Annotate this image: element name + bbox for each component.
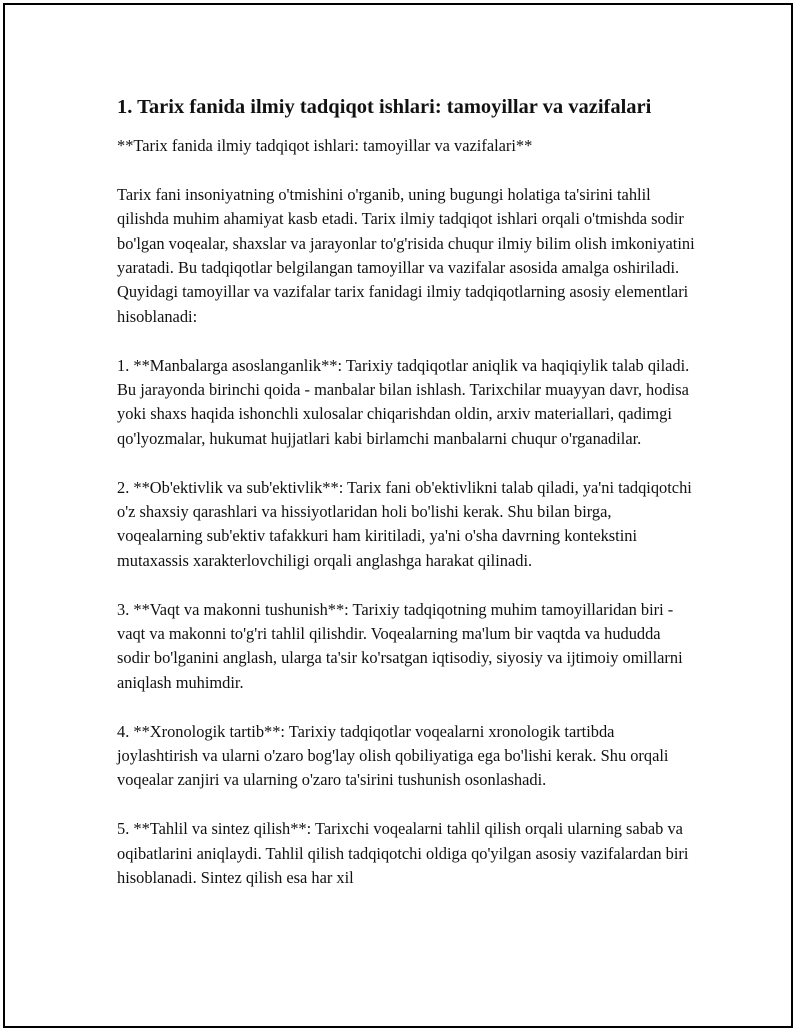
document-subtitle: **Tarix fanida ilmiy tadqiqot ishlari: tamoyillar va vazifalari** [117,136,533,155]
paragraph-intro: Tarix fani insoniyatning o'tmishini o'rganib, uning bugungi holatiga ta'sirini tahlil qilishda muhim ahamiyat kasb etadi. Tarix ilmiy tadqiqot ishlari orqali o'tmishda sodir bo'lgan voqealar, shaxslar va jarayonlar to'g'risida chuqur ilmiy bilim olish imkoniyatini yaratadi. Bu tadqiqotlar belgilangan tamoyillar va vazifalar asosida amalga oshiriladi. Quyidagi tamoyillar va vazifalar tarix fanidagi ilmiy tadqiqotlarning asosiy elementlari hisoblanadi: [117,184,695,326]
document-body [117,92,697,915]
document-title: 1. Tarix fanida ilmiy tadqiqot ishlari: tamoyillar va vazifalari [117,96,652,118]
paragraph-objectivity: 2. **Ob'ektivlik va sub'ektivlik**: Tarix fani ob'ektivlikni talab qiladi, ya'ni tadqiqotchi o'z shaxsiy qarashlari va hissiyotlaridan holi bo'lishi kerak. Shu bilan birga, voqealarning sub'ektiv tafakkuri ham kiritiladi, ya'ni o'sha davrning kontekstini mutaxassis xarakterlovchiligi orqali anglashga harakat qilinadi. [117,477,692,570]
paragraph-time-space: 3. **Vaqt va makonni tushunish**: Tarixiy tadqiqotning muhim tamoyillaridan biri - vaqt va makonni to'g'ri tahlil qilishdir. Voqealarning ma'lum bir vaqtda va hududda sodir bo'lganini anglash, ularga ta'sir ko'rsatgan iqtisodiy, siyosiy va ijtimoiy omillarni aniqlash muhimdir. [117,599,683,692]
paragraph-analysis: 5. **Tahlil va sintez qilish**: Tarixchi voqealarni tahlil qilish orqali ularning sabab va oqibatlarini aniqlaydi. Tahlil qilish tadqiqotchi oldiga qo'yilgan asosiy vazifalardan biri hisoblanadi. Sintez qilish esa har xil [117,819,689,888]
paragraph-sources: 1. **Manbalarga asoslanganlik**: Tarixiy tadqiqotlar aniqlik va haqiqiylik talab qiladi. Bu jarayonda birinchi qoida - manbalar bilan ishlash. Tarixchilar muayyan davr, hodisa yoki shaxs haqida ishonchli xulosalar chiqarishdan oldin, arxiv materiallari, qadimgi qo'lyozmalar, hukumat hujjatlari kabi birlamchi manbalarni chuqur o'rganadilar. [117,355,690,448]
paragraph-chronology: 4. **Xronologik tartib**: Tarixiy tadqiqotlar voqealarni xronologik tartibda joylashtirish va ularni o'zaro bog'lay olish qobiliyatiga ega bo'lishi kerak. Shu orqali voqealar zanjiri va ularning o'zaro ta'sirini tushunish osonlashadi. [117,721,669,790]
